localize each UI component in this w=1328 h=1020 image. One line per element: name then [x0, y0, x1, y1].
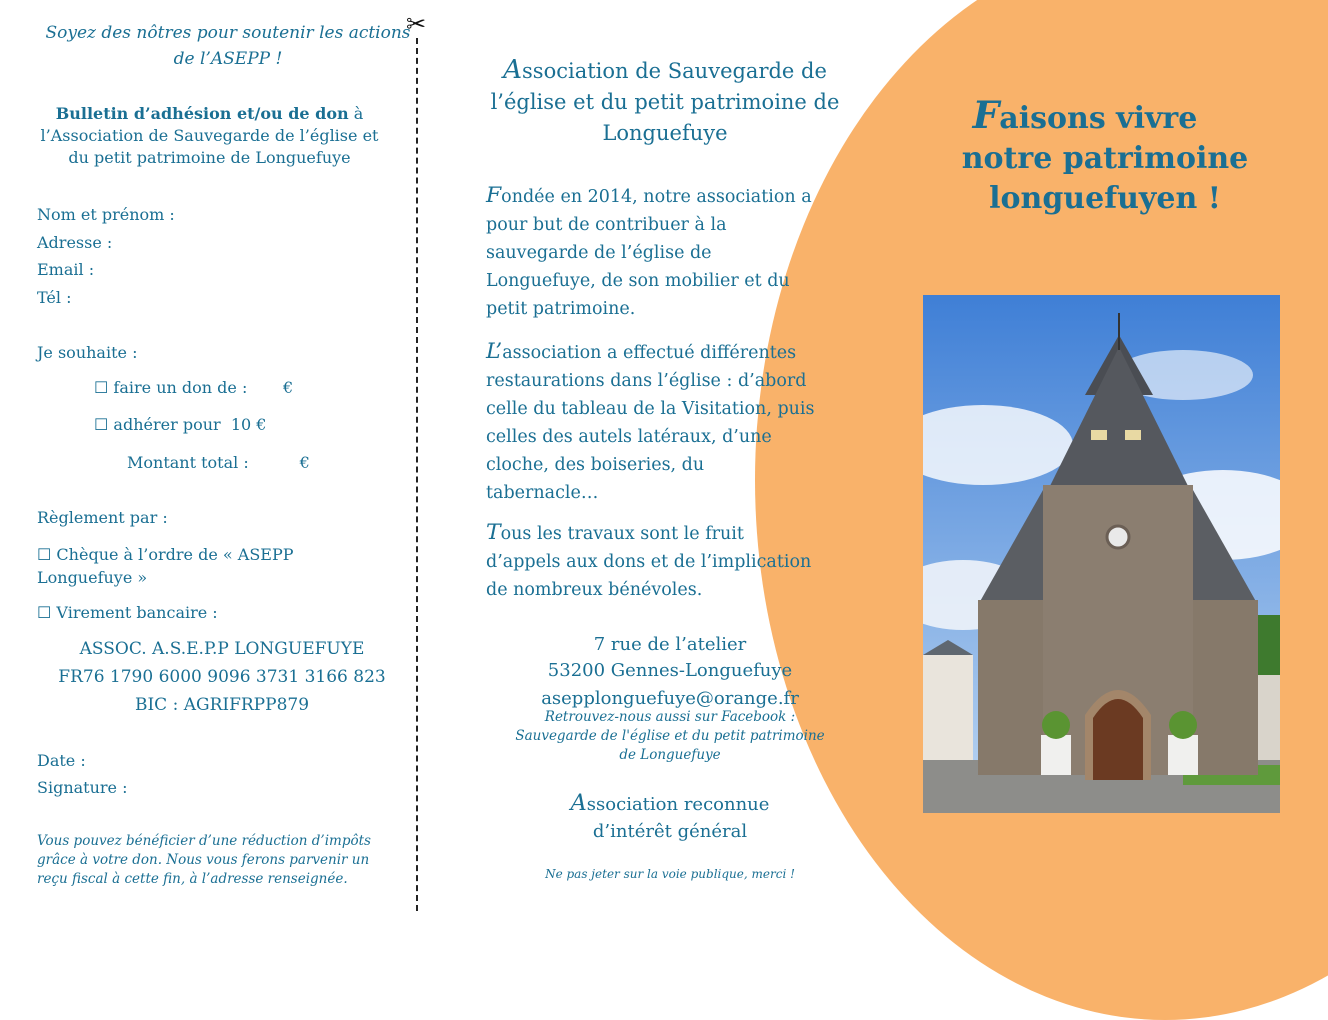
tax-note-line: Vous pouvez bénéficier d’une réduction d’impôts: [37, 833, 371, 849]
paragraph-line: celle du tableau de la Visitation, puis: [486, 399, 815, 419]
paragraph-line: d’appels aux dons et de l’implication: [486, 552, 812, 572]
campaign-title: [940, 95, 1270, 219]
recognition-line: Association reconnue: [570, 790, 770, 816]
cheque-line2: Longuefuye »: [37, 568, 148, 587]
paragraph-line: cloche, des boiseries, du: [486, 455, 705, 475]
title-line: notre patrimoine: [961, 141, 1249, 176]
signature-label: Signature :: [37, 778, 128, 797]
option-membership[interactable]: ☐ adhérer pour 10 €: [94, 415, 267, 434]
date-label: Date :: [37, 751, 86, 770]
bulletin-title-line3: du petit patrimoine de Longuefuye: [68, 148, 351, 167]
cheque-line1: ☐ Chèque à l’ordre de « ASEPP: [37, 545, 294, 564]
field-address-label: Adresse :: [37, 233, 113, 252]
option-cheque[interactable]: [37, 543, 294, 589]
title-line: Faisons vivre: [972, 93, 1198, 137]
paragraph-line: sauvegarde de l’église de: [486, 243, 712, 263]
field-name-label: Nom et prénom :: [37, 205, 175, 224]
scissors-icon: ✂: [406, 10, 427, 38]
paragraph-volunteers: [486, 519, 856, 604]
paragraph-line: celles des autels latéraux, d’une: [486, 427, 772, 447]
cut-line: [416, 38, 418, 911]
contact-block: [470, 632, 870, 712]
paragraph-line: de nombreux bénévoles.: [486, 580, 703, 600]
litter-note: Ne pas jeter sur la voie publique, merci !: [545, 867, 795, 881]
paragraph-foundation: [486, 182, 856, 323]
paragraph-line: pour but de contribuer à la: [486, 215, 727, 235]
church-illustration: [923, 295, 1280, 813]
title-line: longuefuyen !: [989, 181, 1221, 216]
tax-note-line: reçu fiscal à cette fin, à l’adresse renseignée.: [37, 871, 348, 887]
paragraph-line: L’association a effectué différentes: [486, 339, 797, 364]
bank-bic: BIC : AGRIFRPP879: [134, 695, 310, 715]
recognition-line: d’intérêt général: [592, 821, 748, 842]
paragraph-line: Fondée en 2014, notre association a: [486, 183, 812, 208]
facebook-line: Sauvegarde de l'église et du petit patrimoine: [515, 728, 825, 744]
address-line: 53200 Gennes-Longuefuye: [547, 660, 793, 681]
heading-line: Association de Sauvegarde de: [503, 55, 827, 85]
bulletin-title-a: à: [348, 104, 364, 123]
option-transfer[interactable]: ☐ Virement bancaire :: [37, 603, 218, 622]
paragraph-line: petit patrimoine.: [486, 299, 636, 319]
heading-line: Longuefuye: [602, 121, 728, 145]
field-phone-label: Tél :: [37, 288, 72, 307]
tax-note-line: grâce à votre don. Nous vous ferons parvenir un: [37, 852, 370, 868]
paragraph-line: Tous les travaux sont le fruit: [486, 520, 744, 545]
bulletin-title-bold: Bulletin d’adhésion et/ou de don: [55, 104, 349, 123]
paragraph-line: restaurations dans l’église : d’abord: [486, 371, 807, 391]
facebook-note: [470, 708, 870, 765]
bulletin-title: [22, 103, 397, 169]
bulletin-title-line2: l’Association de Sauvegarde de l’église et: [40, 126, 379, 145]
field-email-label: Email :: [37, 260, 95, 279]
option-donation[interactable]: ☐ faire un don de : €: [94, 378, 294, 397]
paragraph-line: tabernacle…: [486, 483, 599, 503]
heading-line: l’église et du petit patrimoine de: [490, 90, 840, 114]
address-line: 7 rue de l’atelier: [593, 634, 747, 655]
facebook-line: de Longuefuye: [619, 747, 721, 763]
church-photo: [923, 295, 1280, 813]
association-heading: [470, 55, 860, 149]
tax-note: [37, 832, 407, 889]
payment-label: Règlement par :: [37, 508, 168, 527]
paragraph-restorations: [486, 338, 856, 507]
paragraph-line: Longuefuye, de son mobilier et du: [486, 271, 790, 291]
bank-iban: FR76 1790 6000 9096 3731 3166 823: [58, 667, 386, 687]
total-amount: Montant total : €: [127, 453, 310, 472]
wish-label: Je souhaite :: [37, 343, 138, 362]
recognition-note: [470, 790, 870, 845]
bank-name: ASSOC. A.S.E.P.P LONGUEFUYE: [79, 639, 365, 659]
contact-email[interactable]: asepplonguefuye@orange.fr: [541, 688, 799, 709]
intro-text: Soyez des nôtres pour soutenir les actions de l’ASEPP !: [45, 23, 411, 69]
facebook-line: Retrouvez-nous aussi sur Facebook :: [544, 709, 796, 725]
